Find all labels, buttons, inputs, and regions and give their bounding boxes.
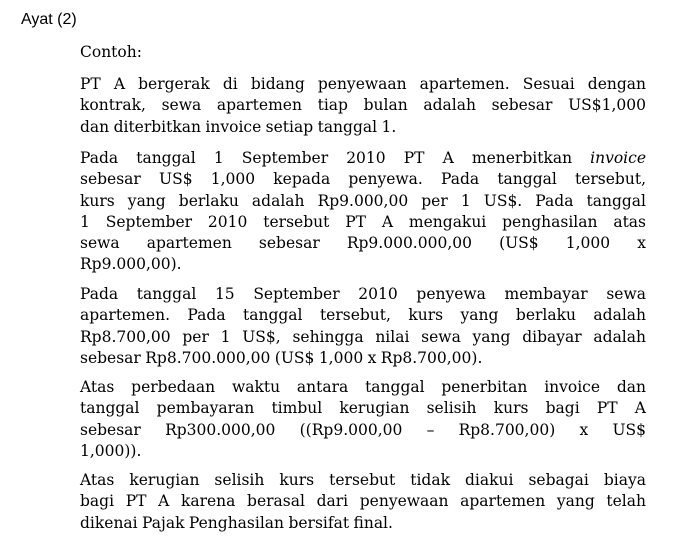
paragraph-line: Atas perbedaan waktu antara tanggal penerbitan invoice dan	[80, 378, 646, 396]
paragraph-line: apartemen. Pada tanggal tersebut, kurs yang berlaku adalah	[80, 306, 646, 325]
paragraph-3	[80, 284, 646, 369]
paragraph-4	[80, 377, 646, 462]
paragraph-line: 1 September 2010 tersebut PT A mengakui penghasilan atas	[80, 212, 646, 231]
paragraph-line: sebesar US$ 1,000 kepada penyewa. Pada tanggal tersebut,	[80, 170, 646, 189]
example-label: Contoh:	[80, 43, 142, 61]
paragraph-line: PT A bergerak di bidang penyewaan apartemen. Sesuai dengan	[80, 75, 646, 93]
line-text: Pada tanggal 1 September 2010 PT A menerbitkan	[80, 149, 591, 167]
paragraph-line: sebesar Rp300.000,00 ((Rp9.000,00 – Rp8.700,00) x US$	[80, 420, 646, 439]
paragraph-line: kurs yang berlaku adalah Rp9.000,00 per 1 US$. Pada tanggal	[80, 191, 646, 210]
paragraph-line: sebesar Rp8.700.000,00 (US$ 1,000 x Rp8.700,00).	[80, 348, 483, 367]
paragraph-line	[80, 148, 646, 169]
paragraph-line: tanggal pembayaran timbul kerugian selisih kurs bagi PT A	[80, 399, 646, 418]
section-heading: Ayat (2)	[21, 11, 77, 28]
paragraph-line: bagi PT A karena berasal dari penyewaan apartemen yang telah	[80, 492, 646, 511]
paragraph-line: sewa apartemen sebesar Rp9.000.000,00 (US$ 1,000 x	[80, 234, 646, 253]
paragraph-2	[80, 148, 646, 276]
paragraph-line: Rp8.700,00 per 1 US$, sehingga nilai sewa yang dibayar adalah	[80, 327, 646, 346]
paragraph-line: Rp9.000,00).	[80, 255, 182, 274]
paragraph-line: Atas kerugian selisih kurs tersebut tidak diakui sebagai biaya	[80, 471, 646, 489]
paragraph-line: dikenai Pajak Penghasilan bersifat final.	[80, 513, 393, 532]
paragraph-line: dan diterbitkan invoice setiap tanggal 1.	[80, 117, 397, 136]
paragraph-line: kontrak, sewa apartemen tiap bulan adalah sebesar US$1,000	[80, 96, 646, 115]
paragraph-line: Pada tanggal 15 September 2010 penyewa membayar sewa	[80, 285, 646, 303]
paragraph-1	[80, 74, 646, 138]
paragraph-line: 1,000)).	[80, 441, 142, 460]
paragraph-5	[80, 470, 646, 534]
italic-term: invoice	[590, 149, 646, 167]
